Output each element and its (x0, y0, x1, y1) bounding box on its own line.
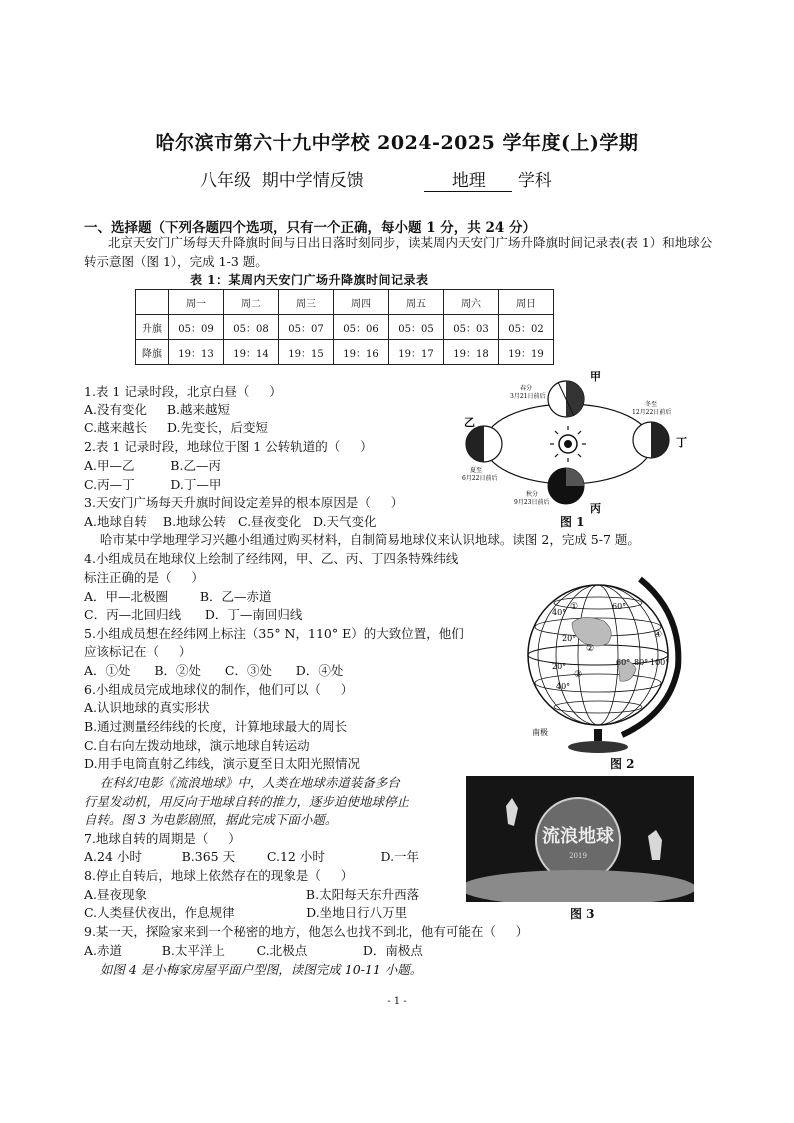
page-number: - 1 - (387, 996, 407, 1007)
question-line: C．丙—北回归线 D．丁—南回归线 (84, 607, 303, 622)
marker-3: ③ (574, 670, 583, 680)
globe-label: 40° (556, 682, 571, 691)
day-header: 周五 (389, 290, 444, 315)
globe-label: 60° (616, 658, 631, 667)
question-line: 应该标记在（ ） (84, 644, 192, 659)
question-line: B.通过测量经纬线的长度，计算地球最大的周长 (84, 719, 348, 734)
earth-position-ding (633, 422, 669, 458)
table-cell: 05：03 (444, 315, 499, 340)
question-line: 标注正确的是（ ） (84, 570, 204, 585)
grade-label: 八年级 期中学情反馈 (200, 171, 364, 191)
earth-position-jia (548, 381, 584, 417)
question-line: A.昼夜现象 B.太阳每天东升西落 (84, 887, 420, 902)
globe-label: 20° (552, 662, 567, 671)
subject-field: 地理 (424, 166, 512, 192)
film-title: 流浪地球 (542, 826, 614, 847)
table-caption: 表 1：某周内天安门广场升降旗时间记录表 (190, 273, 429, 287)
question-line: C.越来越长 D.先变长，后变短 (84, 420, 269, 435)
question-line: 如图 4 是小梅家房屋平面户型图，读图完成 10-11 小题。 (84, 962, 423, 977)
figure2-caption: 图 2 (610, 757, 635, 771)
question-line: 6.小组成员完成地球仪的制作，他们可以（ ） (84, 682, 354, 697)
row-label: 降旗 (136, 340, 169, 365)
label-autumn-date: 9月23日前后 (514, 499, 550, 506)
globe-label: 80° (634, 658, 649, 667)
section-intro: 北京天安门广场每天升降旗时间与日出日落时刻同步，读某周内天安门广场升降旗时间记录表(表 1）和地球公转示意图（图 1），完成 1-3 题。 (84, 235, 713, 269)
question-line: C.自右向左拨动地球，演示地球自转运动 (84, 738, 310, 753)
earth-position-yi (466, 426, 502, 462)
film-year: 2019 (569, 852, 587, 860)
label-autumn: 秋分 (526, 491, 539, 498)
flag-time-table (135, 289, 554, 365)
day-header: 周二 (224, 290, 279, 315)
question-line: 在科幻电影《流浪地球》中，人类在地球赤道装备多台 (84, 775, 400, 790)
question-line: A.甲—乙 B.乙—丙 (84, 458, 221, 473)
label-yi: 乙 (464, 416, 475, 429)
earth-revolution-diagram (462, 368, 694, 516)
question-line: 9.某一天，探险家来到一个秘密的地方，他怎么也找不到北，他有可能在（ ） (84, 924, 529, 939)
question-line: A.没有变化 B.越来越短 (84, 402, 231, 417)
table-cell: 05：09 (169, 315, 224, 340)
table-cell: 19：13 (169, 340, 224, 365)
table-row (136, 315, 554, 340)
globe-label: 100° (650, 658, 670, 667)
question-line: 5.小组成员想在经纬网上标注（35° N，110° E）的大致位置，他们 (84, 626, 464, 641)
label-spring: 春分 (520, 385, 533, 392)
marker-1: ① (570, 602, 579, 612)
table-cell: 05：07 (279, 315, 334, 340)
label-winter-date: 12月22日前后 (632, 409, 672, 416)
table-cell: 05：05 (389, 315, 444, 340)
table-cell: 19：18 (444, 340, 499, 365)
question-line: 哈市某中学地理学习兴趣小组通过购买材料，自制简易地球仪来认识地球。读图 2，完成 5-7 题。 (84, 532, 640, 547)
question-line: C.人类昼伏夜出，作息规律 D.坐地日行八万里 (84, 905, 408, 920)
question-line: A.赤道 B.太平洋上 C.北极点 D．南极点 (84, 943, 423, 958)
globe-label: 60° (612, 602, 627, 611)
question-line: D.用手电筒直射乙纬线，演示夏至日太阳光照情况 (84, 756, 361, 771)
question-line: A.认识地球的真实形状 (84, 700, 210, 715)
globe-stand (594, 729, 602, 741)
label-summer-date: 6月22日前后 (462, 475, 498, 482)
table-cell: 19：15 (279, 340, 334, 365)
table-cell: 05：06 (334, 315, 389, 340)
table-cell: 05：08 (224, 315, 279, 340)
question-line: 2.表 1 记录时段，地球位于图 1 公转轨道的（ ） (84, 439, 373, 454)
label-jia: 甲 (590, 370, 601, 383)
label-bing: 丙 (590, 502, 601, 515)
subject-suffix: 学科 (517, 171, 552, 191)
question-line: A．①处 B．②处 C．③处 D．④处 (84, 663, 344, 678)
day-header: 周日 (499, 290, 554, 315)
question-line: A.24 小时 B.365 天 C.12 小时 D.一年 (84, 849, 420, 864)
section-heading: 一、选择题（下列各题四个选项，只有一个正确，每小题 1 分，共 24 分） (84, 220, 536, 236)
table-corner-cell (136, 290, 169, 315)
label-summer: 夏至 (470, 467, 483, 474)
sun-icon (550, 426, 586, 462)
figure1-caption: 图 1 (560, 515, 585, 529)
table-cell: 19：17 (389, 340, 444, 365)
day-header: 周四 (334, 290, 389, 315)
globe-figure (512, 565, 690, 755)
label-spring-date: 3月21日前后 (510, 393, 546, 400)
label-ding: 丁 (676, 436, 687, 449)
exam-subtitle (200, 166, 552, 192)
question-line: C.丙—丁 D.丁—甲 (84, 477, 222, 492)
globe-label: 40° (552, 608, 567, 617)
question-line: 行星发动机，用反向于地球自转的推力，逐步迫使地球停止 (84, 794, 410, 809)
page-title: 哈尔滨市第六十九中学校 2024-2025 学年度(上)学期 (155, 132, 639, 154)
question-line: 自转。图 3 为电影剧照，据此完成下面小题。 (84, 812, 338, 827)
table-cell: 19：19 (499, 340, 554, 365)
question-line: 4.小组成员在地球仪上绘制了经纬网，甲、乙、丙、丁四条特殊纬线 (84, 551, 459, 566)
earth-position-bing (548, 468, 584, 504)
marker-4: ④ (654, 630, 663, 640)
day-header: 周一 (169, 290, 224, 315)
movie-still-image (466, 776, 694, 902)
question-line: A.地球自转 B.地球公转 C.昼夜变化 D.天气变化 (84, 514, 377, 529)
marker-2: ② (586, 644, 595, 654)
table-cell: 19：16 (334, 340, 389, 365)
label-winter: 冬至 (645, 401, 658, 408)
globe-label: 20° (562, 634, 577, 643)
question-line: 3.天安门广场每天升旗时间设定差异的根本原因是（ ） (84, 495, 404, 510)
globe-base (568, 741, 628, 753)
figure3-caption: 图 3 (570, 907, 595, 921)
globe-icon (528, 585, 668, 725)
table-cell: 05：02 (499, 315, 554, 340)
row-label: 升旗 (136, 315, 169, 340)
question-line: 8.停止自转后，地球上依然存在的现象是（ ） (84, 868, 354, 883)
question-line: 7.地球自转的周期是（ ） (84, 831, 241, 846)
question-line: 1.表 1 记录时段，北京白昼（ ） (84, 384, 282, 399)
south-pole-label: 南极 (532, 728, 548, 737)
table-cell: 19：14 (224, 340, 279, 365)
day-header: 周三 (279, 290, 334, 315)
table-header-row (136, 290, 554, 315)
table-row (136, 340, 554, 365)
day-header: 周六 (444, 290, 499, 315)
question-line: A．甲—北极圈 B．乙—赤道 (84, 589, 272, 604)
